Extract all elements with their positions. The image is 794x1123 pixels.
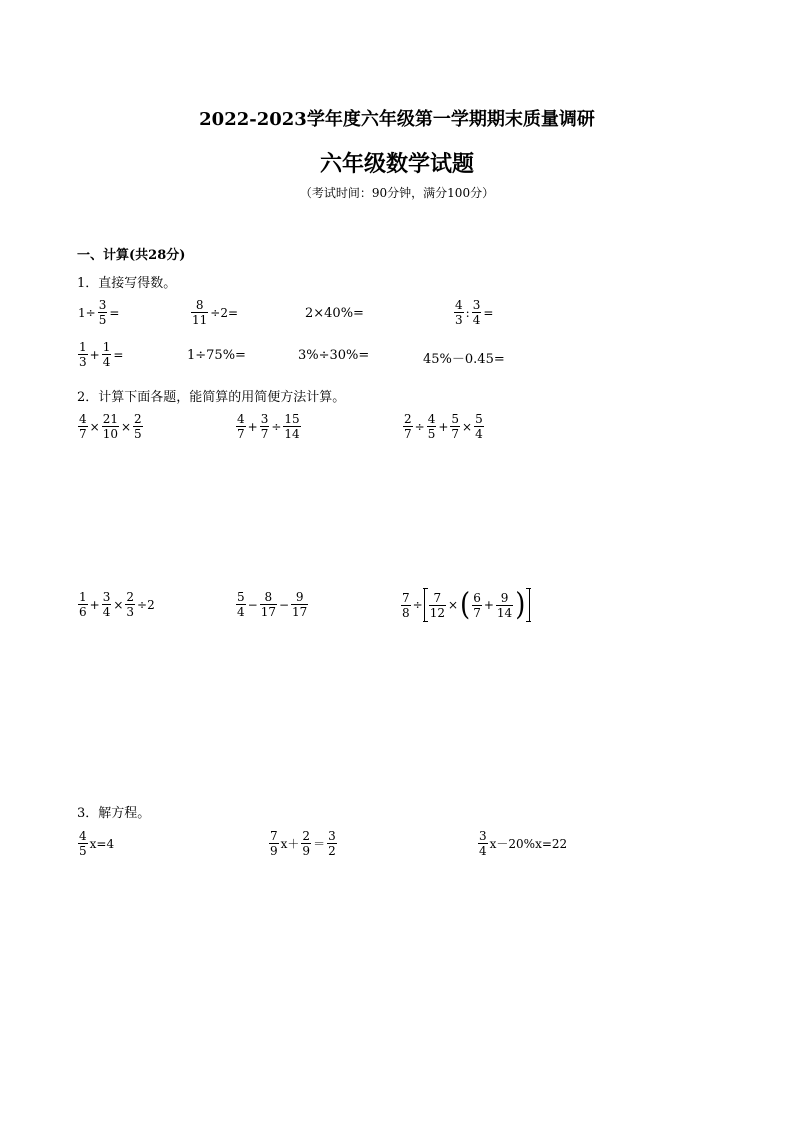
fraction: $\frac{4}{7}$ xyxy=(79,412,87,441)
fraction: $\frac{5}{4}$ xyxy=(237,590,245,619)
fraction: $\frac{3}{7}$ xyxy=(260,412,269,441)
fraction: $\frac{4}{7}$ xyxy=(237,412,245,441)
calc-item-6: $\frac{7}{8}$ ÷ $\frac{7}{12}$ × ( $\frac{6}{7}$ + $\frac{9}{14}$ ) xyxy=(400,588,530,622)
fraction: $\frac{15}{14}$ xyxy=(284,412,300,441)
fraction: $\frac{3}{2}$ xyxy=(328,829,336,858)
fraction: $\frac{1}{6}$ xyxy=(79,590,87,619)
direct-item-b3: 3%÷30%= xyxy=(298,348,370,363)
fraction: $\frac{3}{4}$ xyxy=(102,590,111,619)
square-bracket: $\frac{7}{12}$ × ( $\frac{6}{7}$ + $\frac{9}{14}$ ) xyxy=(424,588,531,622)
fraction: $\frac{9}{14}$ xyxy=(496,590,513,620)
fraction: $\frac{7}{12}$ xyxy=(429,590,445,620)
fraction: $\frac{7}{8}$ xyxy=(402,590,410,620)
fraction: $\frac{1}{4}$ xyxy=(102,340,111,369)
fraction: $\frac{1}{3}$ xyxy=(79,340,87,369)
calc-item-5: $\frac{5}{4}$ − $\frac{8}{17}$ − $\frac{9}{17}$ xyxy=(237,590,308,619)
exam-time-note: （考试时间：90分钟，满分100分） xyxy=(299,186,495,200)
direct-item-b2: 1÷75%= xyxy=(187,348,246,363)
calc-item-4: $\frac{1}{6}$ + $\frac{3}{4}$ × $\frac{2}{3}$ ÷2 xyxy=(79,590,155,619)
exam-subtitle: 六年级数学试题 xyxy=(319,151,474,177)
fraction: $\frac{4}{5}$ xyxy=(427,412,436,441)
equation-2: $\frac{7}{9}$ x＋ $\frac{2}{9}$ ＝ $\frac{3}{2}$ xyxy=(270,829,336,858)
fraction: $\frac{2}{5}$ xyxy=(134,412,142,441)
fraction: $\frac{7}{9}$ xyxy=(270,829,278,858)
fraction: $\frac{2}{3}$ xyxy=(126,590,135,619)
question-2-label: 2．计算下面各题，能简算的用简便方法计算。 xyxy=(77,390,346,405)
direct-item-b4: 45%－0.45= xyxy=(423,352,505,367)
calc-item-2: $\frac{4}{7}$ + $\frac{3}{7}$ ÷ $\frac{15}{14}$ xyxy=(237,412,300,441)
fraction: $\frac{4}{3}$ xyxy=(455,298,463,327)
exam-title: 2022-2023学年度六年级第一学期期末质量调研 xyxy=(199,109,595,130)
question-1-label: 1．直接写得数。 xyxy=(77,276,177,291)
direct-item-a2: $\frac{8}{11}$ ÷2= xyxy=(192,298,239,327)
fraction: $\frac{3}{4}$ xyxy=(472,298,481,327)
calc-item-3: $\frac{2}{7}$ ÷ $\frac{4}{5}$ + $\frac{5}{7}$ × $\frac{5}{4}$ xyxy=(404,412,483,441)
calc-item-1: $\frac{4}{7}$ × $\frac{21}{10}$ × $\frac{2}{5}$ xyxy=(79,412,142,441)
fraction: $\frac{5}{7}$ xyxy=(451,412,460,441)
fraction: $\frac{8}{17}$ xyxy=(260,590,276,619)
equation-1: $\frac{4}{5}$ x=4 xyxy=(79,829,115,858)
fraction: $\frac{8}{11}$ xyxy=(192,298,208,327)
direct-item-b1: $\frac{1}{3}$ + $\frac{1}{4}$ = xyxy=(79,340,124,369)
fraction: $\frac{6}{7}$ xyxy=(473,590,481,620)
fraction: $\frac{3}{5}$ xyxy=(98,298,107,327)
direct-item-a4: $\frac{4}{3}$ : $\frac{3}{4}$ = xyxy=(455,298,494,327)
fraction: $\frac{9}{17}$ xyxy=(292,590,308,619)
fraction: $\frac{3}{4}$ xyxy=(479,829,487,858)
question-3-label: 3．解方程。 xyxy=(77,806,151,821)
fraction: $\frac{2}{9}$ xyxy=(302,829,311,858)
fraction: $\frac{5}{4}$ xyxy=(475,412,483,441)
equation-3: $\frac{3}{4}$ x－20%x=22 xyxy=(479,829,568,858)
direct-item-a1: 1÷ $\frac{3}{5}$ = xyxy=(78,298,120,327)
fraction: $\frac{21}{10}$ xyxy=(102,412,118,441)
fraction: $\frac{4}{5}$ xyxy=(79,829,87,858)
fraction: $\frac{2}{7}$ xyxy=(404,412,412,441)
direct-item-a3: 2×40%= xyxy=(305,306,364,321)
section-heading: 一、计算(共28分) xyxy=(77,248,186,263)
